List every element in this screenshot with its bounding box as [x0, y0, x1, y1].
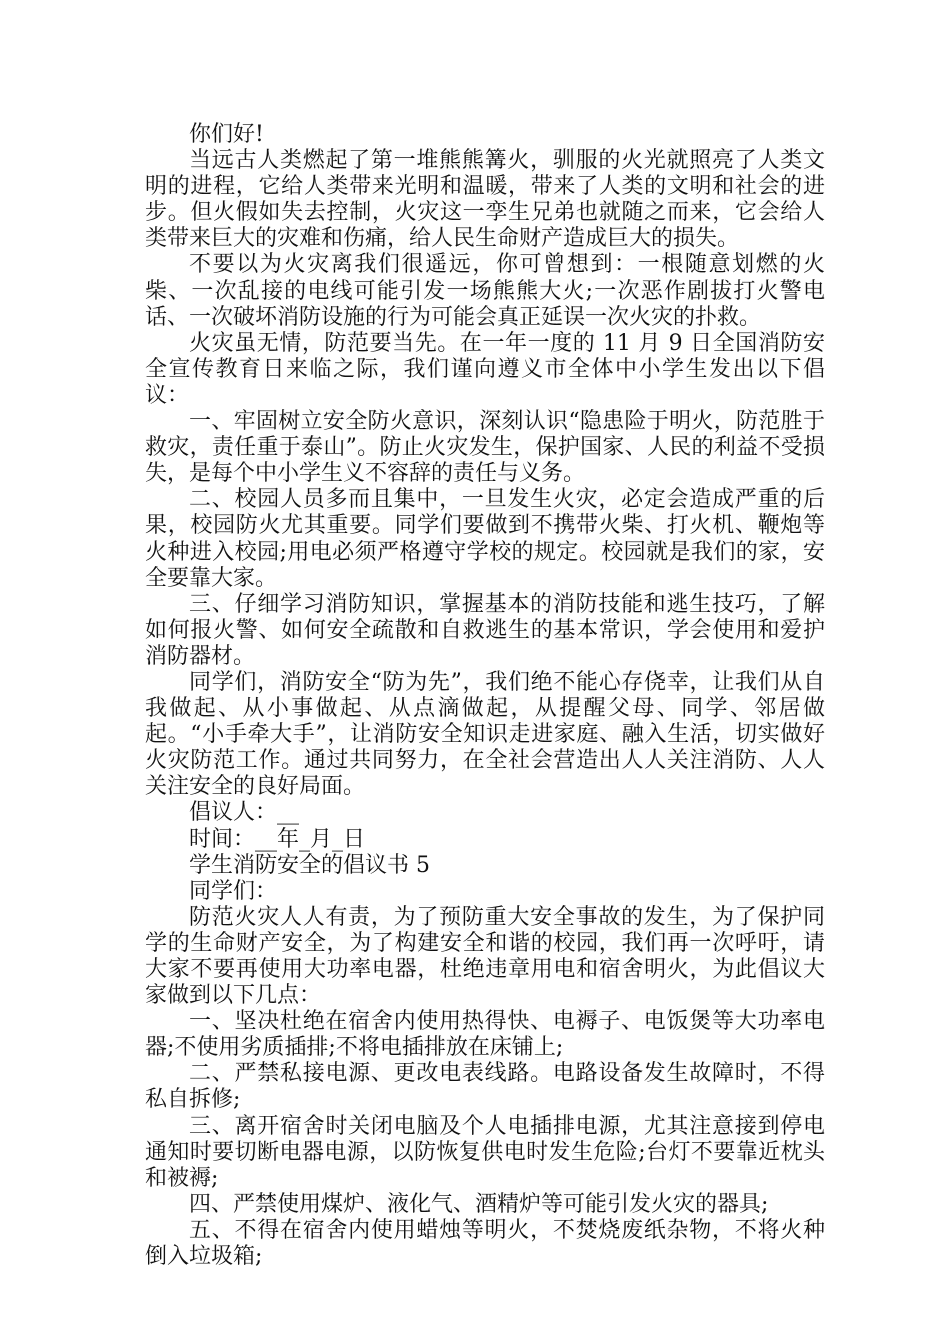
paragraph-point-2: 二、校园人员多而且集中，一旦发生火灾，必定会造成严重的后果，校园防火尤其重要。同学们要做到不携带火柴、打火机、鞭炮等火种进入校园;用电必须严格遵守学校的规定。校园就是我们的家，安全要靠大家。	[145, 487, 825, 591]
document-body	[145, 122, 825, 1270]
paragraph-dorm-point-3: 三、离开宿舍时关闭电脑及个人电插排电源，尤其注意接到停电通知时要切断电器电源，以防恢复供电时发生危险;台灯不要靠近枕头和被褥;	[145, 1113, 825, 1191]
paragraph-point-1: 一、牢固树立安全防火意识，深刻认识“隐患险于明火，防范胜于救灾，责任重于泰山”。防止火灾发生，保护国家、人民的利益不受损失，是每个中小学生义不容辞的责任与义务。	[145, 409, 825, 487]
paragraph-dorm-intro: 防范火灾人人有责，为了预防重大安全事故的发生，为了保护同学的生命财产安全，为了构建安全和谐的校园，我们再一次呼吁，请大家不要再使用大功率电器，杜绝违章用电和宿舍明火，为此倡议大家做到以下几点：	[145, 904, 825, 1009]
paragraph-proposal-intro: 火灾虽无情，防范要当先。在一年一度的 11 月 9 日全国消防安全宣传教育日来临之际，我们谨向遵义市全体中小学生发出以下倡议：	[145, 330, 825, 408]
paragraph-salutation: 同学们：	[189, 878, 278, 904]
paragraph-closing: 同学们，消防安全“防为先”，我们绝不能心存侥幸，让我们从自我做起、从小事做起、从点滴做起，从提醒父母、同学、邻居做起。“小手牵大手”，让消防安全知识走进家庭、融入生活，切实做好火灾防范工作。通过共同努力，在全社会营造出人人关注消防、人人关注安全的良好局面。	[145, 669, 825, 800]
paragraph-greeting: 你们好!	[189, 122, 264, 147]
paragraph-dorm-point-5: 五、不得在宿舍内使用蜡烛等明火，不焚烧废纸杂物，不将火种倒入垃圾箱;	[145, 1217, 825, 1270]
paragraph-dorm-point-2: 二、严禁私接电源、更改电表线路。电路设备发生故障时，不得私自拆修;	[145, 1061, 825, 1113]
paragraph-fire-history: 当远古人类燃起了第一堆熊熊篝火，驯服的火光就照亮了人类文明的进程，它给人类带来光明和温暖，带来了人类的文明和社会的进步。但火假如失去控制，火灾这一孪生兄弟也就随之而来，它会给人类带来巨大的灾难和伤痛，给人民生命财产造成巨大的损失。	[145, 148, 825, 252]
signature-proposer: 倡议人：__	[189, 800, 300, 826]
section-title: 学生消防安全的倡议书 5	[189, 852, 430, 878]
signature-date: 时间：__年_月_日	[189, 826, 366, 852]
paragraph-dorm-point-4: 四、严禁使用煤炉、液化气、酒精炉等可能引发火灾的器具;	[189, 1191, 769, 1217]
paragraph-fire-risk: 不要以为火灾离我们很遥远，你可曾想到：一根随意划燃的火柴、一次乱接的电线可能引发一场熊熊大火;一次恶作剧拔打火警电话、一次破坏消防设施的行为可能会真正延误一次火灾的扑救。	[145, 252, 825, 330]
paragraph-dorm-point-1: 一、坚决杜绝在宿舍内使用热得快、电褥子、电饭煲等大功率电器;不使用劣质插排;不将电插排放在床铺上;	[145, 1009, 825, 1061]
paragraph-point-3: 三、仔细学习消防知识，掌握基本的消防技能和逃生技巧，了解如何报火警、如何安全疏散和自救逃生的基本常识，学会使用和爱护消防器材。	[145, 591, 825, 669]
